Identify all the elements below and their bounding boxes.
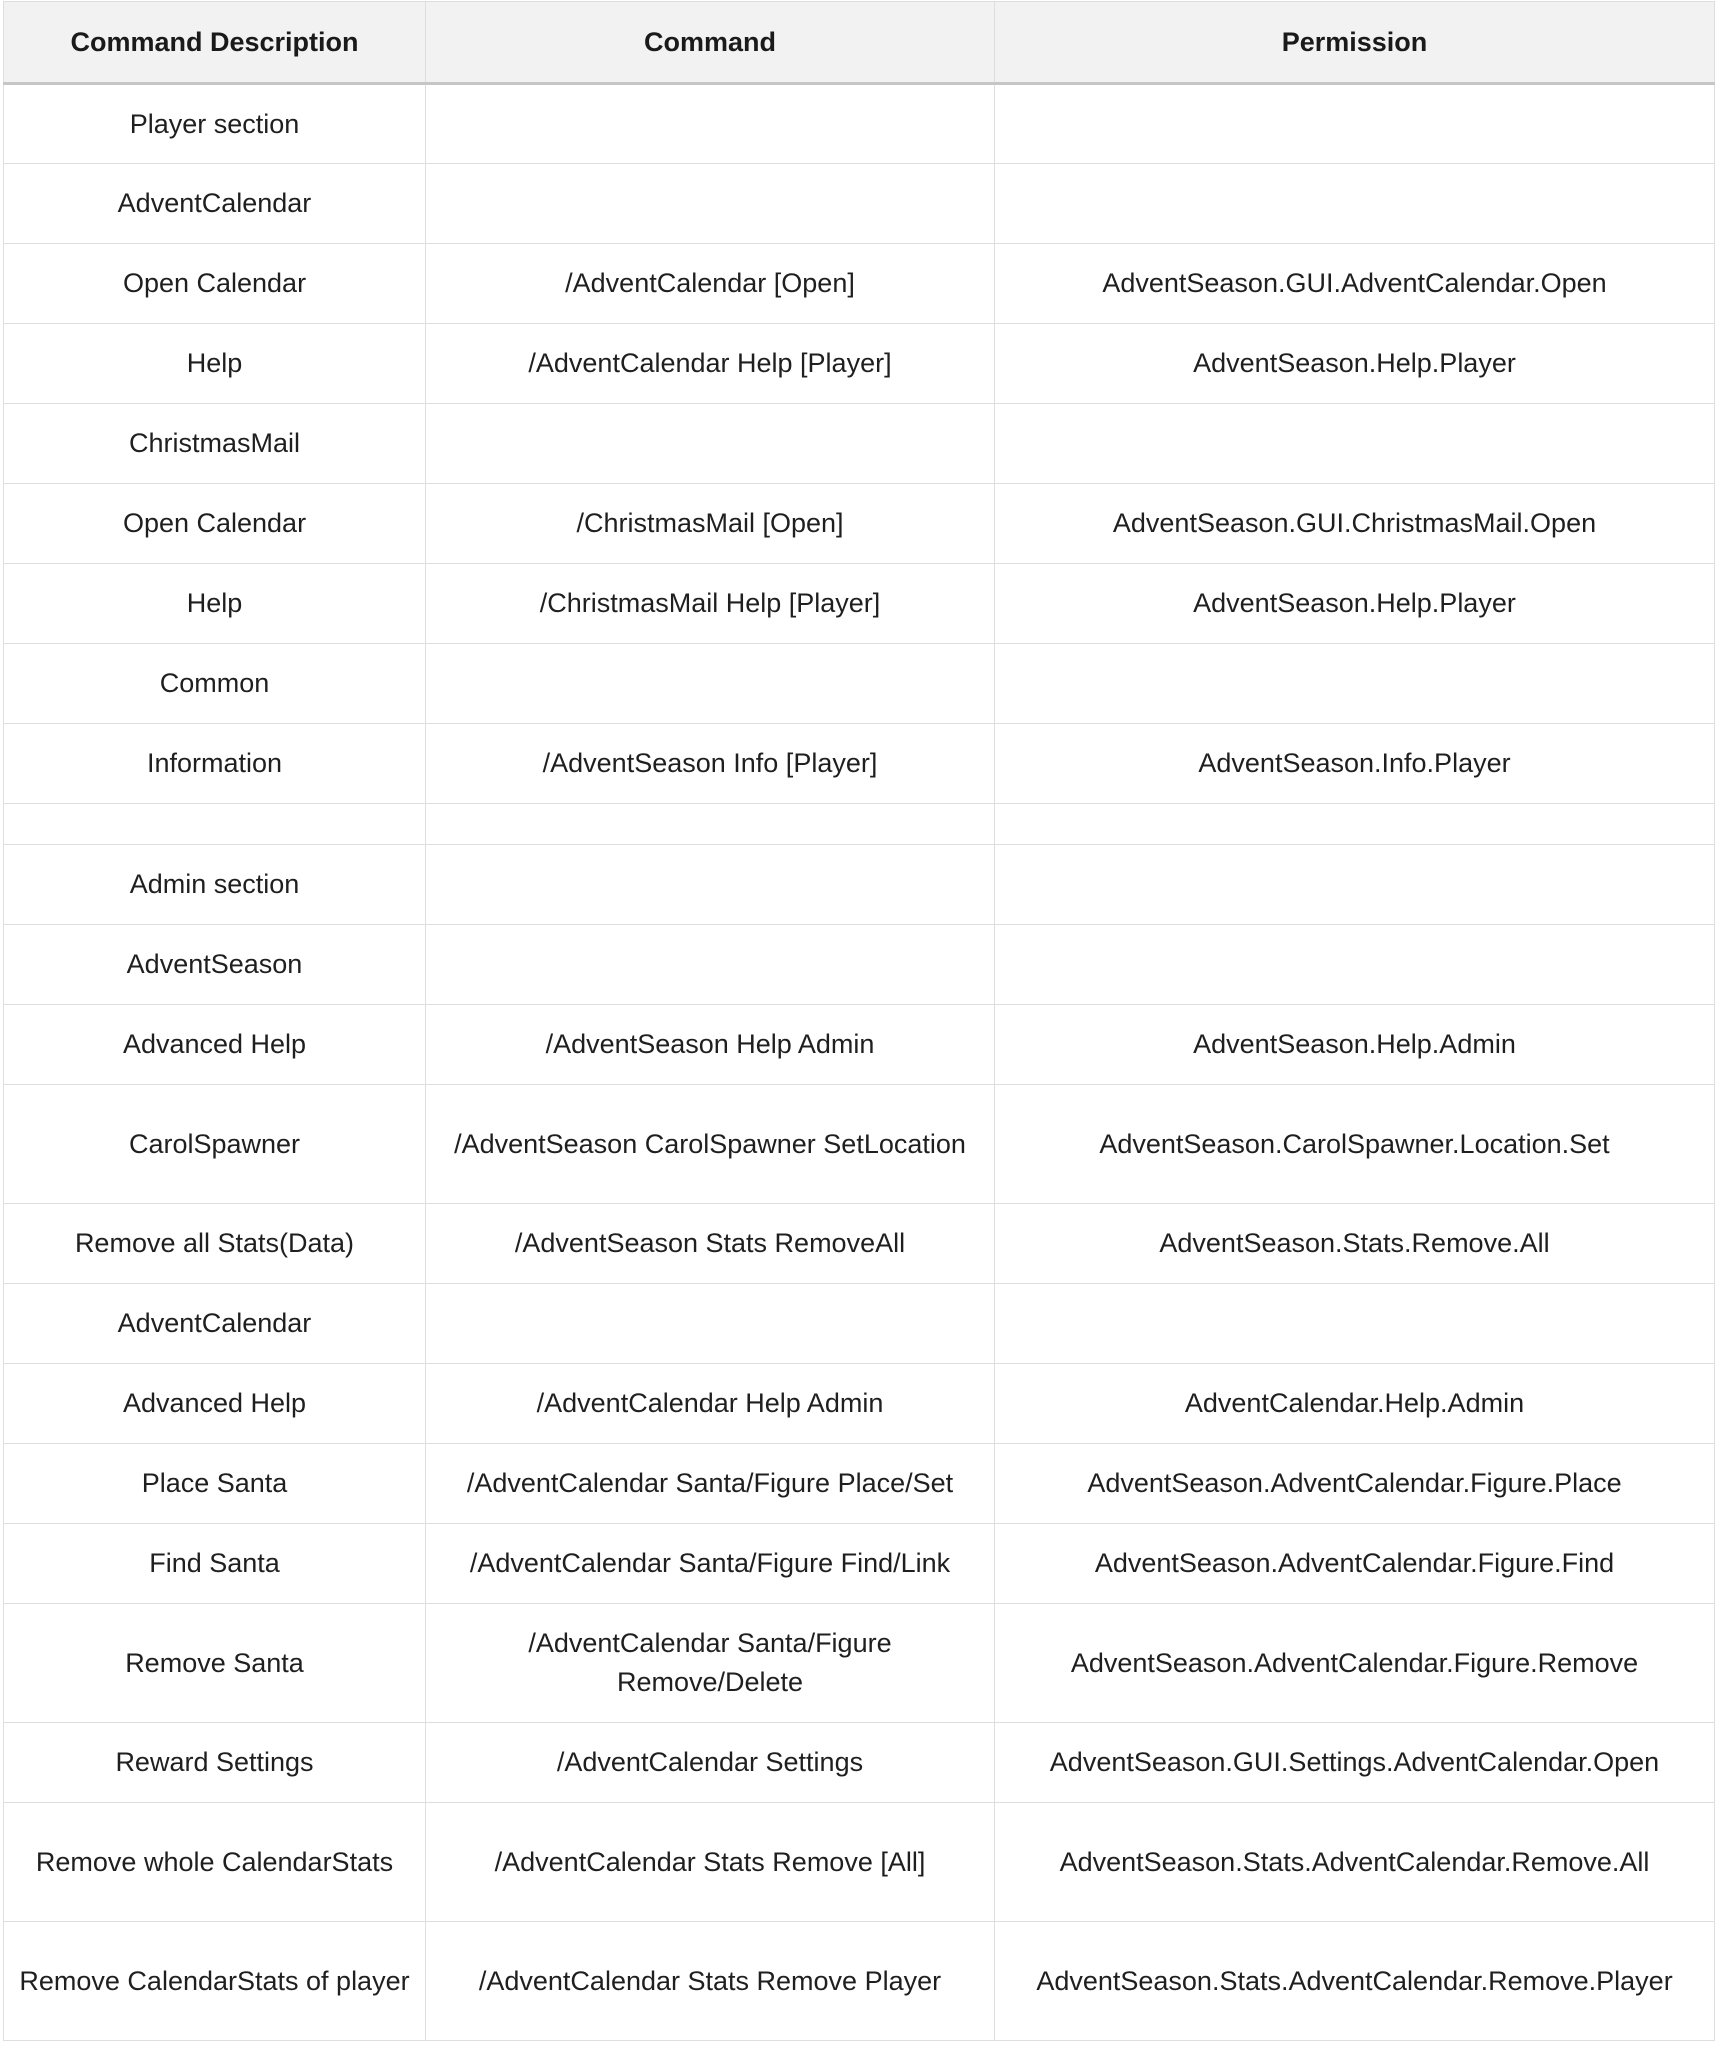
- cell-command: /AdventCalendar Santa/Figure Place/Set: [426, 1444, 995, 1524]
- cell-description: Advanced Help: [4, 1364, 426, 1444]
- table-row: [4, 1604, 1715, 1723]
- cell-description: Common: [4, 644, 426, 724]
- cell-description: [4, 804, 426, 845]
- cell-command: [426, 845, 995, 925]
- cell-command: /AdventCalendar Stats Remove Player: [426, 1922, 995, 2041]
- cell-command: [426, 84, 995, 164]
- cell-permission: AdventSeason.CarolSpawner.Location.Set: [995, 1085, 1715, 1204]
- cell-permission: AdventSeason.GUI.AdventCalendar.Open: [995, 244, 1715, 324]
- cell-permission: [995, 1284, 1715, 1364]
- cell-description: Place Santa: [4, 1444, 426, 1524]
- cell-permission: AdventSeason.GUI.ChristmasMail.Open: [995, 484, 1715, 564]
- table-row: [4, 1524, 1715, 1604]
- cell-command: /AdventCalendar Santa/Figure Find/Link: [426, 1524, 995, 1604]
- table-row: [4, 1444, 1715, 1524]
- cell-permission: [995, 644, 1715, 724]
- cell-permission: [995, 804, 1715, 845]
- table-row: [4, 164, 1715, 244]
- cell-command: /ChristmasMail [Open]: [426, 484, 995, 564]
- cell-permission: [995, 84, 1715, 164]
- cell-description: AdventCalendar: [4, 164, 426, 244]
- table-body: [4, 84, 1715, 2041]
- command-table-container: [3, 1, 1714, 2041]
- cell-command: /AdventCalendar Stats Remove [All]: [426, 1803, 995, 1922]
- cell-command: /AdventCalendar Santa/Figure Remove/Delete: [426, 1604, 995, 1723]
- cell-permission: [995, 845, 1715, 925]
- cell-description: Admin section: [4, 845, 426, 925]
- table-row: [4, 1723, 1715, 1803]
- cell-command: /AdventSeason CarolSpawner SetLocation: [426, 1085, 995, 1204]
- table-row: [4, 84, 1715, 164]
- cell-permission: [995, 164, 1715, 244]
- cell-description: ChristmasMail: [4, 404, 426, 484]
- table-row: [4, 1085, 1715, 1204]
- cell-description: Advanced Help: [4, 1005, 426, 1085]
- cell-command: /AdventCalendar Settings: [426, 1723, 995, 1803]
- table-row: [4, 845, 1715, 925]
- cell-command: /AdventCalendar Help [Player]: [426, 324, 995, 404]
- cell-permission: AdventSeason.AdventCalendar.Figure.Place: [995, 1444, 1715, 1524]
- cell-command: [426, 1284, 995, 1364]
- table-row: [4, 1922, 1715, 2041]
- cell-description: Player section: [4, 84, 426, 164]
- table-row: [4, 1005, 1715, 1085]
- table-row: [4, 804, 1715, 845]
- cell-description: Remove whole CalendarStats: [4, 1803, 426, 1922]
- cell-description: AdventCalendar: [4, 1284, 426, 1364]
- cell-permission: AdventCalendar.Help.Admin: [995, 1364, 1715, 1444]
- cell-command: [426, 404, 995, 484]
- cell-command: /AdventSeason Help Admin: [426, 1005, 995, 1085]
- cell-description: Help: [4, 564, 426, 644]
- cell-command: [426, 644, 995, 724]
- header-command: Command: [426, 2, 995, 84]
- header-command-description: Command Description: [4, 2, 426, 84]
- table-row: [4, 484, 1715, 564]
- cell-description: CarolSpawner: [4, 1085, 426, 1204]
- cell-command: /ChristmasMail Help [Player]: [426, 564, 995, 644]
- cell-description: Information: [4, 724, 426, 804]
- cell-permission: AdventSeason.AdventCalendar.Figure.Remove: [995, 1604, 1715, 1723]
- header-row: [4, 2, 1715, 84]
- cell-description: Help: [4, 324, 426, 404]
- cell-command: [426, 164, 995, 244]
- cell-permission: [995, 925, 1715, 1005]
- table-row: [4, 644, 1715, 724]
- table-row: [4, 1284, 1715, 1364]
- cell-description: Find Santa: [4, 1524, 426, 1604]
- cell-description: AdventSeason: [4, 925, 426, 1005]
- cell-description: Remove all Stats(Data): [4, 1204, 426, 1284]
- table-row: [4, 724, 1715, 804]
- cell-permission: AdventSeason.Stats.AdventCalendar.Remove.Player: [995, 1922, 1715, 2041]
- cell-command: /AdventCalendar [Open]: [426, 244, 995, 324]
- table-row: [4, 564, 1715, 644]
- cell-command: [426, 804, 995, 845]
- table-row: [4, 1204, 1715, 1284]
- cell-permission: AdventSeason.AdventCalendar.Figure.Find: [995, 1524, 1715, 1604]
- cell-permission: AdventSeason.GUI.Settings.AdventCalendar.Open: [995, 1723, 1715, 1803]
- table-header: [4, 2, 1715, 84]
- header-permission: Permission: [995, 2, 1715, 84]
- cell-permission: [995, 404, 1715, 484]
- cell-permission: AdventSeason.Info.Player: [995, 724, 1715, 804]
- table-row: [4, 1364, 1715, 1444]
- cell-permission: AdventSeason.Help.Player: [995, 564, 1715, 644]
- cell-command: /AdventSeason Stats RemoveAll: [426, 1204, 995, 1284]
- cell-description: Open Calendar: [4, 244, 426, 324]
- cell-description: Remove CalendarStats of player: [4, 1922, 426, 2041]
- cell-description: Open Calendar: [4, 484, 426, 564]
- table-row: [4, 925, 1715, 1005]
- cell-permission: AdventSeason.Stats.AdventCalendar.Remove.All: [995, 1803, 1715, 1922]
- cell-command: /AdventSeason Info [Player]: [426, 724, 995, 804]
- command-table: [3, 1, 1715, 2041]
- table-row: [4, 244, 1715, 324]
- table-row: [4, 1803, 1715, 1922]
- cell-permission: AdventSeason.Help.Admin: [995, 1005, 1715, 1085]
- cell-command: [426, 925, 995, 1005]
- cell-description: Remove Santa: [4, 1604, 426, 1723]
- cell-description: Reward Settings: [4, 1723, 426, 1803]
- cell-command: /AdventCalendar Help Admin: [426, 1364, 995, 1444]
- cell-permission: AdventSeason.Help.Player: [995, 324, 1715, 404]
- table-row: [4, 404, 1715, 484]
- table-row: [4, 324, 1715, 404]
- cell-permission: AdventSeason.Stats.Remove.All: [995, 1204, 1715, 1284]
